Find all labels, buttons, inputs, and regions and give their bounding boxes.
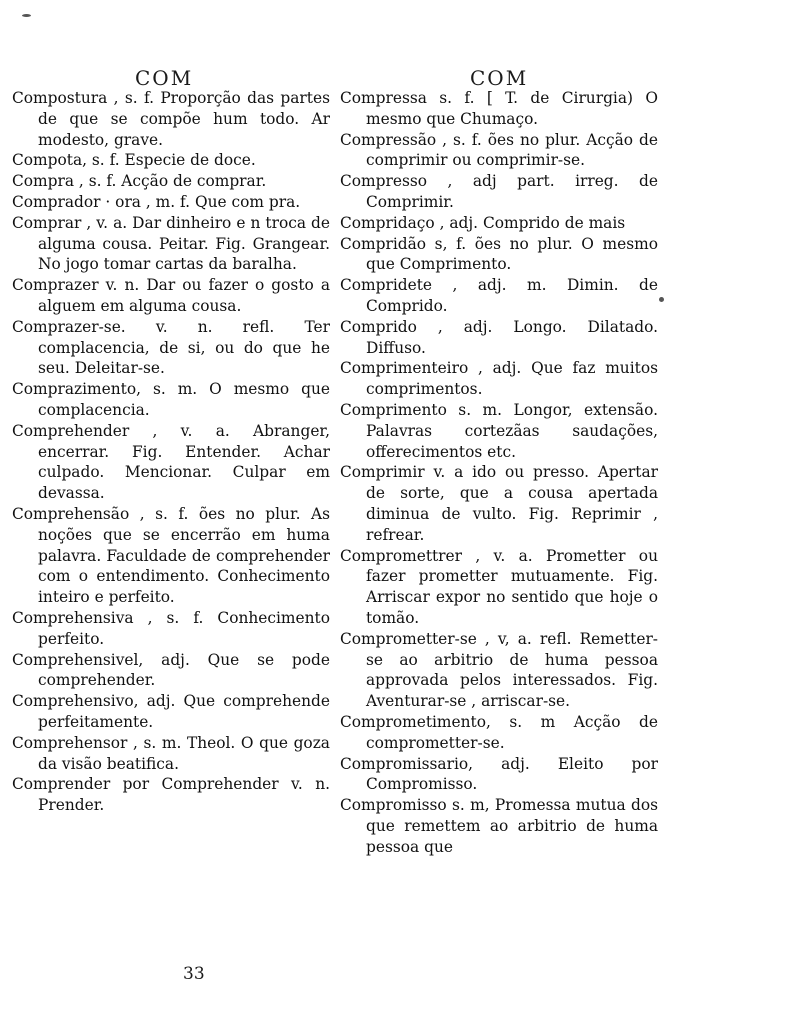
dictionary-entry: Comprehensivo, adj. Que comprehende perfeitamente.: [12, 692, 330, 731]
dictionary-entry: Compridete , adj. m. Dimin. de Comprido.: [340, 276, 658, 315]
dictionary-entry: Compressa s. f. [ T. de Cirurgia) O mesmo que Chumaço.: [340, 89, 658, 128]
ink-speck: [659, 297, 664, 302]
dictionary-entry: Compromissario, adj. Eleito por Compromisso.: [340, 754, 658, 794]
dictionary-entry: Comprehensão , s. f. ões no plur. As noções que se encerrão em huma palavra. Faculdade de comprehender com o entendimento. Conhecimento inteiro e perfeito.: [12, 504, 330, 607]
right-column-header: COM: [470, 66, 529, 90]
dictionary-entry: Comprehensiva , s. f. Conhecimento perfeito.: [12, 608, 330, 648]
dictionary-entry: Comprehensivel, adj. Que se pode comprehender.: [12, 650, 330, 690]
dictionary-entry: Compromettrer , v. a. Prometter ou fazer prometter mutuamente. Fig. Arriscar expor no sentido que hoje o tomão.: [340, 546, 658, 627]
dictionary-entry: Comprender por Comprehender v. n. Prender.: [12, 775, 330, 815]
dictionary-entry: Compridaço , adj. Comprido de mais: [340, 213, 626, 232]
dictionary-entry: Compresso , adj part. irreg. de Comprimir.: [340, 172, 658, 211]
dictionary-entry: Compressão , s. f. ões no plur. Acção de comprimir ou comprimir-se.: [340, 130, 658, 170]
dictionary-entry: Comprimenteiro , adj. Que faz muitos comprimentos.: [340, 359, 658, 399]
dictionary-entry: Comprazer-se. v. n. refl. Ter complacencia, de si, ou do que he seu. Deleitar-se.: [12, 317, 330, 378]
dictionary-entry: Comprehensor , s. m. Theol. O que goza da visão beatifica.: [12, 733, 330, 773]
left-column-header: COM: [135, 66, 194, 90]
dictionary-entry: Comprazer v. n. Dar ou fazer o gosto a alguem em alguma cousa.: [12, 276, 330, 315]
dictionary-entry: Comprometter-se , v, a. refl. Remetter-se ao arbitrio de huma pessoa approvada pelos interessados. Fig. Aventurar-se , arriscar-se.: [340, 629, 658, 711]
dictionary-entry: Comprar , v. a. Dar dinheiro e n troca de alguma cousa. Peitar. Fig. Grangear. No jogo tomar cartas da baralha.: [12, 213, 330, 274]
dictionary-entry: Comprido , adj. Longo. Dilatado. Diffuso.: [340, 317, 658, 357]
left-column: [12, 88, 330, 816]
right-column: [340, 88, 658, 857]
page-number: 33: [183, 964, 205, 984]
dictionary-entry: Compostura , s. f. Proporção das partes de que se compõe hum todo. Ar modesto, grave.: [12, 89, 330, 149]
dictionary-entry: Compridão s, f. ões no plur. O mesmo que Comprimento.: [340, 234, 658, 274]
dictionary-entry: Comprazimento, s. m. O mesmo que complacencia.: [12, 380, 330, 419]
dictionary-entry: Comprehender , v. a. Abranger, encerrar. Fig. Entender. Achar culpado. Mencionar. Culpar em devassa.: [12, 421, 330, 503]
dictionary-entry: Comprometimento, s. m Acção de comprometter-se.: [340, 712, 658, 752]
dictionary-entry: Compra , s. f. Acção de comprar.: [12, 172, 267, 191]
dictionary-entry: Comprimir v. a ido ou presso. Apertar de sorte, que a cousa apertada diminua de vulto. Fig. Reprimir , refrear.: [340, 463, 658, 544]
dictionary-entry: Comprador · ora , m. f. Que com pra.: [12, 192, 301, 211]
dictionary-entry: Compota, s. f. Especie de doce.: [12, 151, 256, 170]
dictionary-entry: Comprimento s. m. Longor, extensão. Palavras cortezãas saudações, offerecimentos etc.: [340, 400, 658, 461]
ink-speck: [22, 14, 31, 17]
dictionary-entry: Compromisso s. m, Promessa mutua dos que remettem ao arbitrio de huma pessoa que: [340, 796, 658, 856]
